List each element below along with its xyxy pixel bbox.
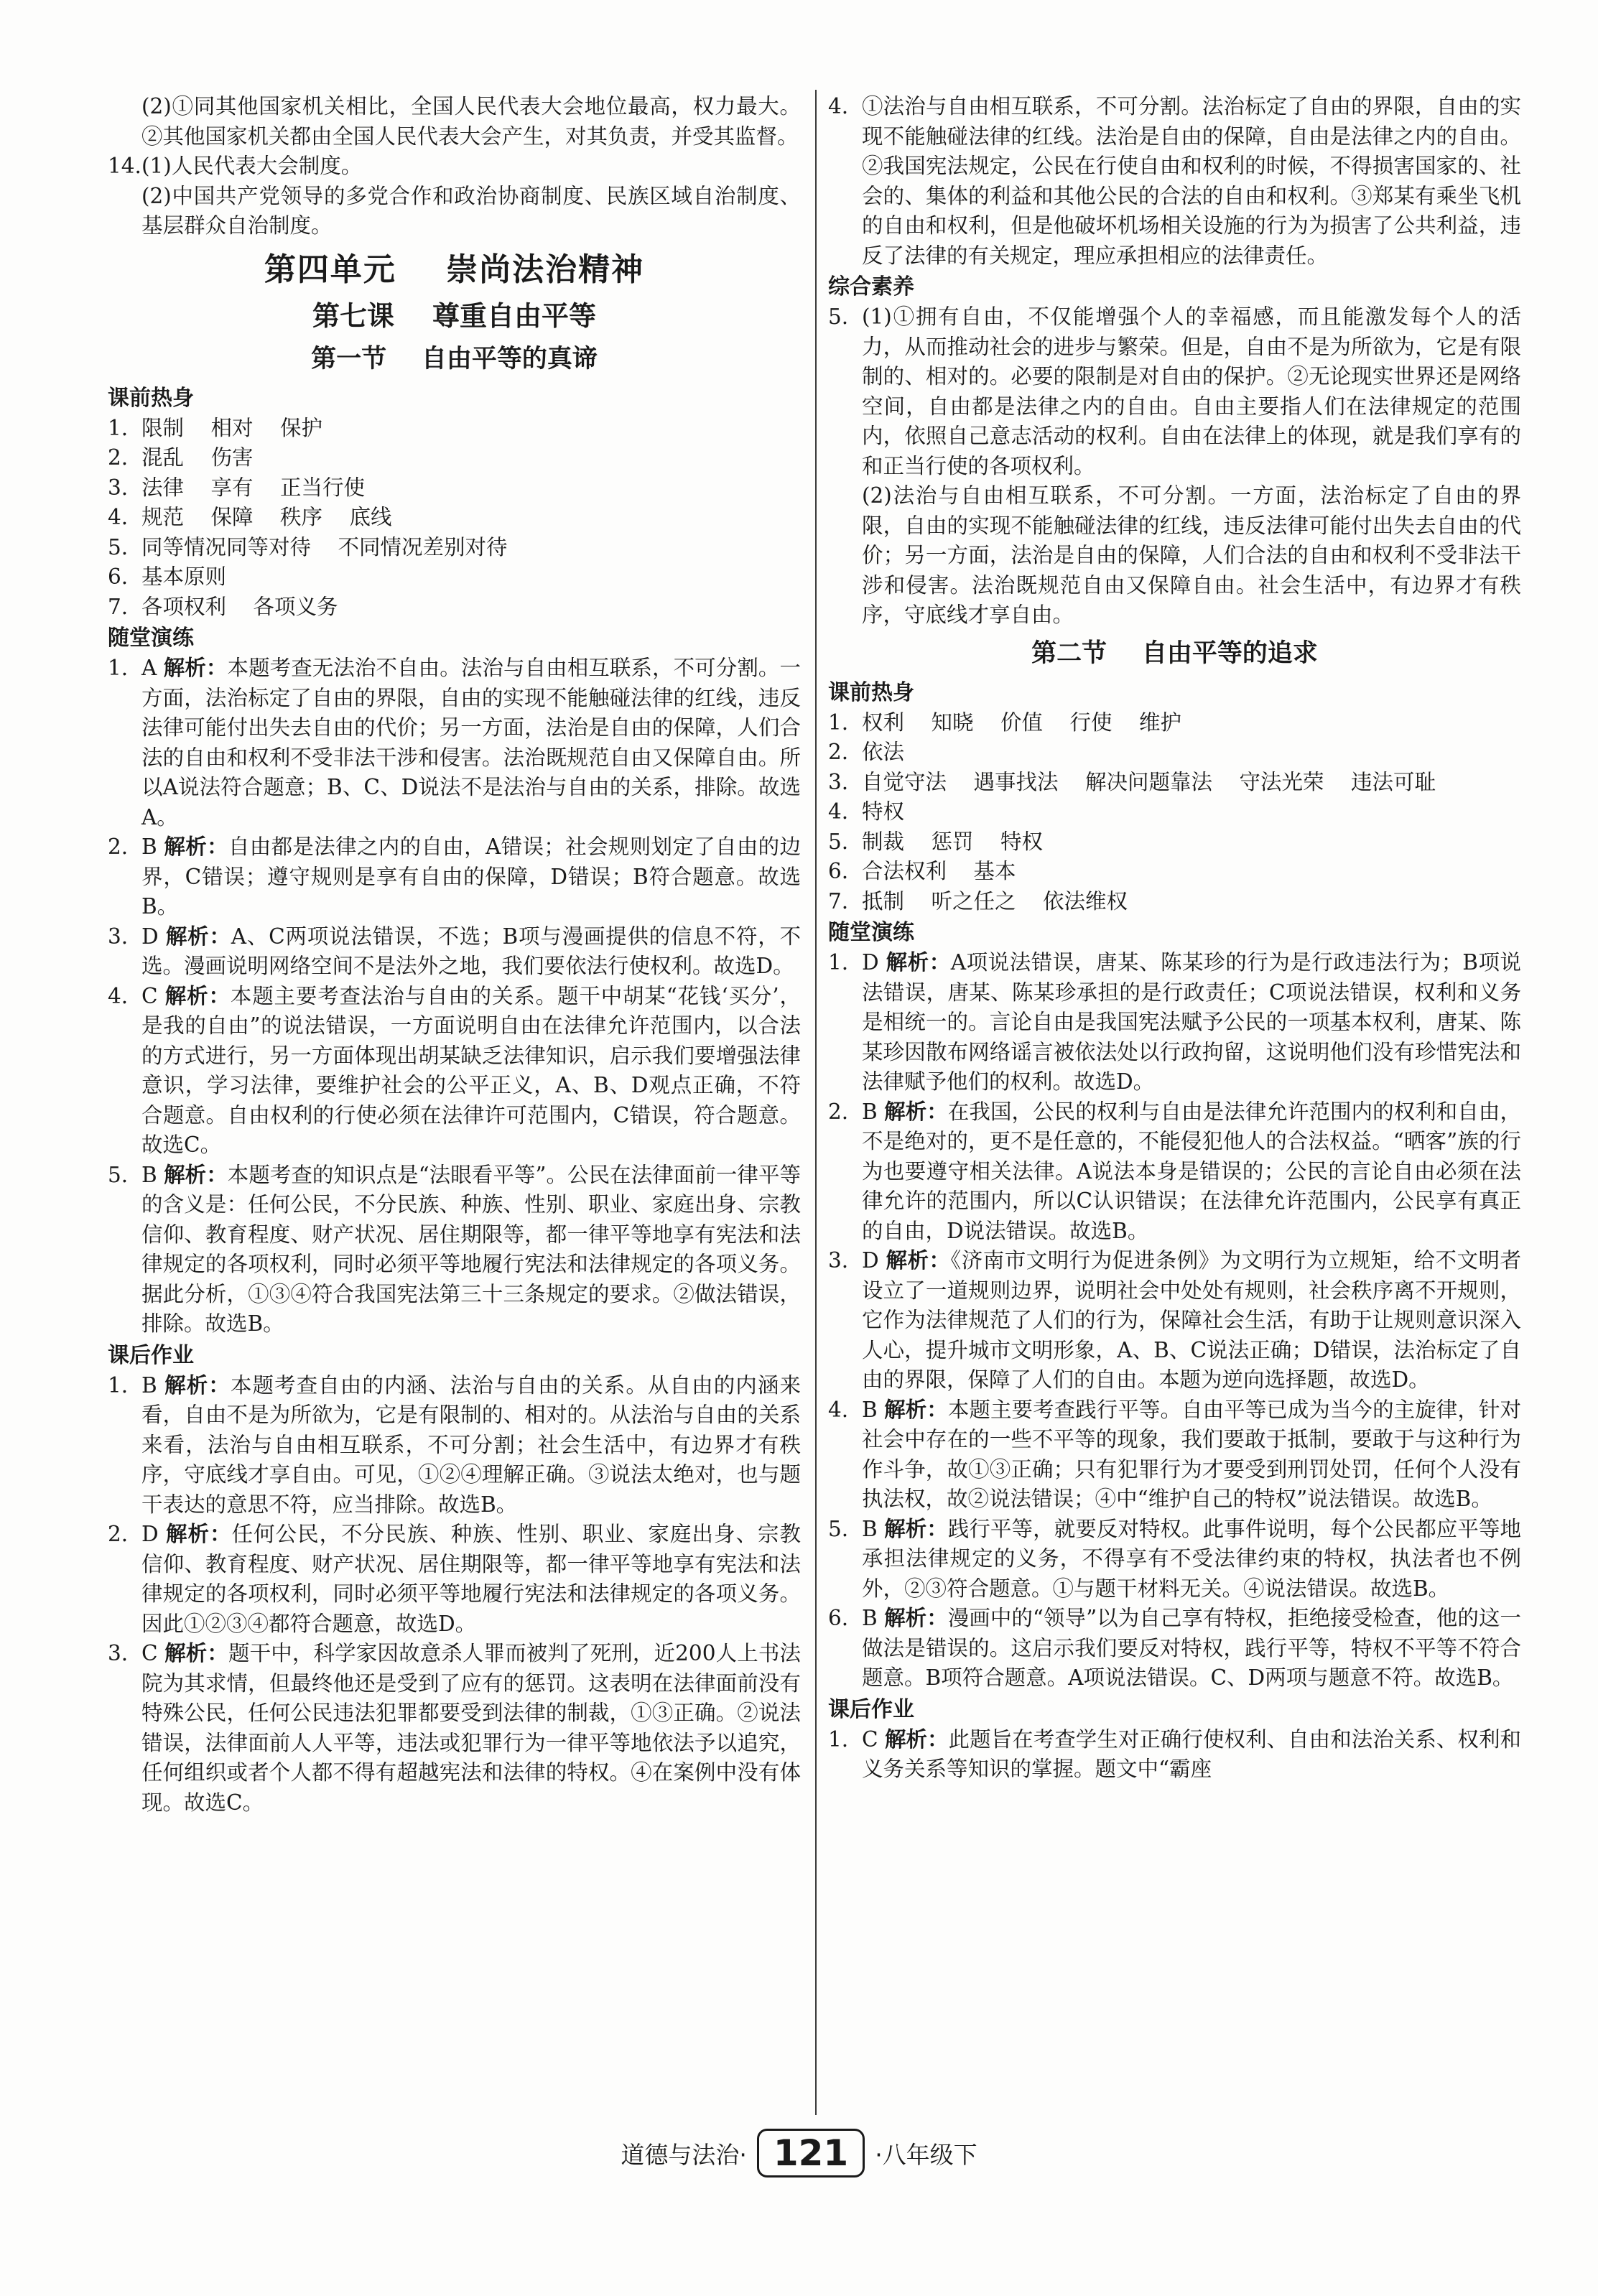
list-item: 4. 规范 保障 秩序 底线 [108, 505, 392, 529]
list-item: 6. B 解析：漫画中的“领导”以为自己享有特权，拒绝接受检查，他的这一做法是错误的。这启示我们要反对特权，践行平等，特权不平等不符合题意。B项符合题意。A项说法错误。C、D两项与题意不符。故选B。 [828, 1606, 1521, 1690]
column-divider [815, 90, 817, 2115]
subject-label: 道德与法治· [621, 2140, 747, 2169]
list-item: 5. 制裁 惩罚 特权 [828, 829, 1044, 854]
paragraph: (2)法治与自由相互联系，不可分割。一方面，法治标定了自由的界限，自由的实现不能触碰法律的红线，违反法律可能付出失去自由的代价；另一方面，法治是自由的保障，人们合法的自由和权利不受非法干涉和侵害。法治既规范自由又保障自由。社会生活中，有边界才有秩序，守底线才享自由。 [862, 483, 1521, 627]
list-item: 1. C 解析：此题旨在考查学生对正确行使权利、自由和法治关系、权利和义务关系等知识的掌握。题文中“霸座 [828, 1726, 1521, 1781]
list-item: 1. B 解析：本题考查自由的内涵、法治与自由的关系。从自由的内涵来看，自由不是为所欲为，它是有限制的、相对的。从法治与自由的关系来看，法治与自由相互联系，不可分割；社会生活中，有边界才有秩序，守底线才享自由。可见，①②④理解正确。③说法太绝对，也与题干表达的意思不符，应当排除。故选B。 [108, 1372, 801, 1517]
paragraph: (2)中国共产党领导的多党合作和政治协商制度、民族区域自治制度、基层群众自治制度。 [141, 183, 801, 238]
list-item: 3. 自觉守法 遇事找法 解决问题靠法 守法光荣 违法可耻 [828, 769, 1436, 794]
list-item: 1. A 解析：本题考查无法治不自由。法治与自由相互联系，不可分割。一方面，法治标定了自由的界限，自由的实现不能触碰法律的红线，违反法律可能付出失去自由的代价；另一方面，法治是自由的保障，人们合法的自由和权利不受非法干涉和侵害。法治既规范自由又保障自由。所以A说法符合题意；B、C、D说法不是法治与自由的关系，排除。故选A。 [108, 656, 801, 829]
list-item: 4. 特权 [828, 799, 905, 824]
list-item: 2. 混乱 伤害 [108, 445, 254, 470]
list-item: 2. B 解析：自由都是法律之内的自由，A错误；社会规则划定了自由的边界，C错误；遵守规则是享有自由的保障，D错误；B符合题意。故选B。 [108, 835, 801, 919]
list-item: 5. 同等情况同等对待 不同情况差别对待 [108, 534, 508, 559]
list-item: 1. 限制 相对 保护 [108, 415, 323, 440]
list-item: 5. B 解析：本题考查的知识点是“法眼看平等”。公民在法律面前一律平等的含义是：任何公民，不分民族、种族、性别、职业、家庭出身、宗教信仰、教育程度、财产状况、居住期限等，都一律平等地享有宪法和法律规定的各项权利，同时必须平等地履行宪法和法律规定的各项义务。据此分析，①③④符合我国宪法第三十三条规定的要求。②做法错误，排除。故选B。 [108, 1162, 801, 1336]
grade-label: ·八年级下 [875, 2140, 977, 2169]
subsection-heading: 课前热身 [108, 385, 194, 411]
section-title: 第二节 自由平等的追求 [1031, 638, 1318, 668]
list-item: 2. 依法 [828, 740, 905, 764]
subsection-heading: 课后作业 [108, 1342, 194, 1368]
left-column [108, 92, 801, 1818]
right-column [828, 92, 1521, 1785]
list-item: 5. B 解析：践行平等，就要反对特权。此事件说明，每个公民都应平等地承担法律规定的义务，不得享有不受法律约束的特权，执法者也不例外，②③符合题意。①与题干材料无关。④说法错误。故选B。 [828, 1516, 1521, 1601]
list-item: 3. 法律 享有 正当行使 [108, 475, 366, 500]
list-item: 1. D 解析：A项说法错误，唐某、陈某珍的行为是行政违法行为；B项说法错误，唐某、陈某珍承担的是行政责任；C项说法错误，权利和义务是相统一的。言论自由是我国宪法赋予公民的一项基本权利，唐某、陈某珍因散布网络谣言被依法处以行政拘留，这说明他们没有珍惜宪法和法律赋予他们的权利。故选D。 [828, 950, 1521, 1094]
list-item: 14. (1)人民代表大会制度。 [108, 154, 363, 178]
continued-paragraph: (2)①同其他国家机关相比，全国人民代表大会地位最高，权力最大。②其他国家机关都由全国人民代表大会产生，对其负责，并受其监督。 [141, 94, 801, 149]
list-item: 3. D 解析：《济南市文明行为促进条例》为文明行为立规矩，给不文明者设立了一道规则边界，说明社会中处处有规则，社会秩序离不开规则，它作为法律规范了人们的行为，保障社会生活，有助于让规则意识深入人心，提升城市文明形象，A、B、C说法正确；D错误，法治标定了自由的界限，保障了人们的自由。本题为逆向选择题，故选D。 [828, 1248, 1521, 1392]
page-footer [0, 2124, 1598, 2182]
subsection-heading: 随堂演练 [108, 626, 194, 651]
section-title: 第一节 自由平等的真谛 [311, 344, 598, 373]
list-item: 6. 合法权利 基本 [828, 859, 1016, 883]
list-item: 1. 权利 知晓 价值 行使 维护 [828, 710, 1182, 735]
list-item: 4. C 解析：本题主要考查法治与自由的关系。题干中胡某“花钱‘买分’，是我的自由”的说法错误，一方面说明自由在法律允许范围内，以合法的方式进行，另一方面体现出胡某缺乏法律知识，启示我们要增强法律意识，学习法律，要维护社会的公平正义，A、B、D观点正确，不符合题意。自由权利的行使必须在法律许可范围内，C错误，符合题意。故选C。 [108, 983, 801, 1157]
list-item: 7. 各项权利 各项义务 [108, 594, 338, 619]
list-item: 3. D 解析：A、C两项说法错误，不选；B项与漫画提供的信息不符，不选。漫画说明网络空间不是法外之地，我们要依法行使权利。故选D。 [108, 924, 801, 978]
subsection-heading: 课前热身 [828, 679, 914, 705]
list-item: 3. C 解析：题干中，科学家因故意杀人罪而被判了死刑，近200人上书法院为其求情，但最终他还是受到了应有的惩罚。这表明在法律面前没有特殊公民，任何公民违法犯罪都要受到法律的制裁，①③正确。②说法错误，法律面前人人平等，违法或犯罪行为一律平等地依法予以追究，任何组织或者个人都不得有超越宪法和法律的特权。④在案例中没有体现。故选C。 [108, 1641, 801, 1815]
list-item: 2. D 解析：任何公民，不分民族、种族、性别、职业、家庭出身、宗教信仰、教育程度、财产状况、居住期限等，都一律平等地享有宪法和法律规定的各项权利，同时必须平等地履行宪法和法律规定的各项义务。因此①②③④都符合题意，故选D。 [108, 1522, 801, 1636]
list-item: 2. B 解析：在我国，公民的权利与自由是法律允许范围内的权利和自由，不是绝对的，更不是任意的，不能侵犯他人的合法权益。“晒客”族的行为也要遵守相关法律。A说法本身是错误的；公民的言论自由必须在法律允许的范围内，所以C认识错误；在法律允许范围内，公民享有真正的自由，D说法错误。故选B。 [828, 1099, 1521, 1243]
list-item: 6. 基本原则 [108, 564, 227, 589]
subsection-heading: 课后作业 [828, 1696, 914, 1722]
subsection-heading: 综合素养 [828, 274, 914, 299]
subsection-heading: 随堂演练 [828, 920, 914, 945]
list-item: 4. ①法治与自由相互联系，不可分割。法治标定了自由的界限，自由的实现不能触碰法律的红线。法治是自由的保障，自由是法律之内的自由。②我国宪法规定，公民在行使自由和权利的时候，不得损害国家的、社会的、集体的利益和其他公民的合法的自由和权利。③郑某有乘坐飞机的自由和权利，但是他破坏机场相关设施的行为为损害了公共利益，违反了法律的有关规定，理应承担相应的法律责任。 [828, 94, 1521, 268]
list-item: 4. B 解析：本题主要考查践行平等。自由平等已成为当今的主旋律，针对社会中存在的一些不平等的现象，我们要敢于抵制，要敢于与这种行为作斗争，故①③正确；只有犯罪行为才要受到刑罚处罚，任何个人没有执法权，故②说法错误；④中“维护自己的特权”说法错误。故选B。 [828, 1397, 1521, 1511]
lesson-title: 第七课 尊重自由平等 [312, 299, 596, 332]
list-item: 7. 抵制 听之任之 依法维权 [828, 888, 1128, 914]
page-number: 121 [757, 2129, 865, 2178]
unit-title: 第四单元 崇尚法治精神 [264, 251, 645, 288]
list-item: 5. (1)①拥有自由，不仅能增强个人的幸福感，而且能激发每个人的活力，从而推动社会的进步与繁荣。但是，自由不是为所欲为，它是有限制的、相对的。必要的限制是对自由的保护。②无论现实世界还是网络空间，自由都是法律之内的自由。自由主要指人们在法律规定的范围内，依照自己意志活动的权利。自由在法律上的体现，就是我们享有的和正当行使的各项权利。 [828, 305, 1521, 478]
